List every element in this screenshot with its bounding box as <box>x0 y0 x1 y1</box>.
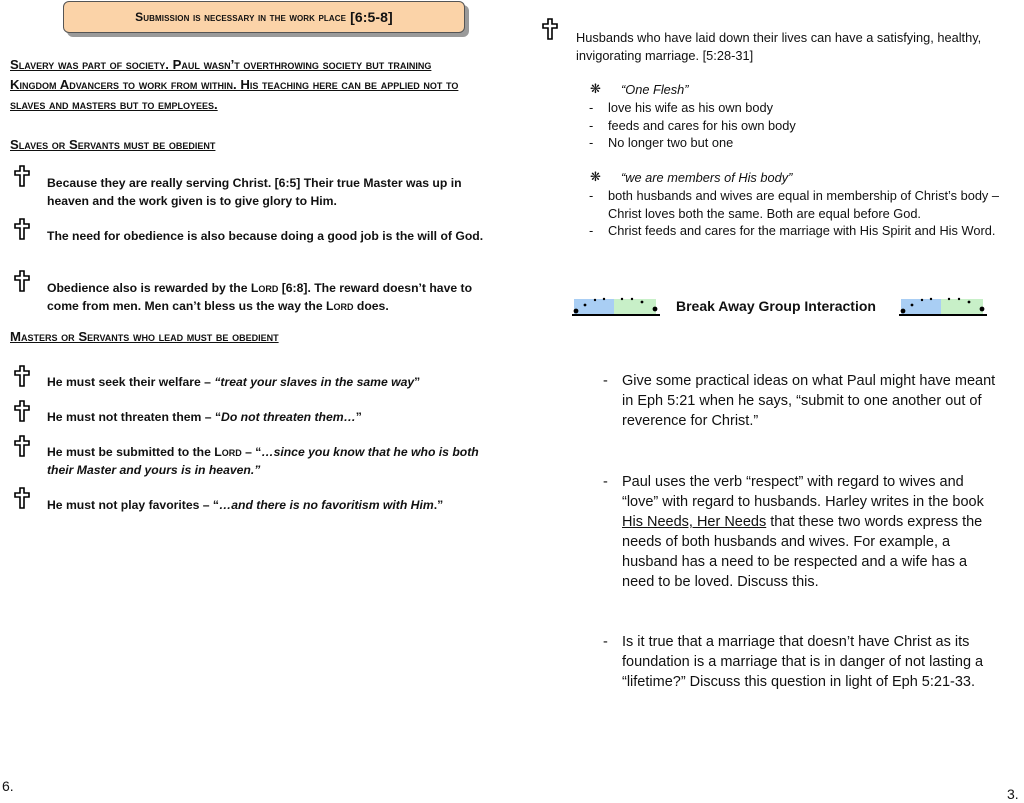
section-title-ref: [6:5-8] <box>350 9 393 25</box>
slaves-item-2: The need for obedience is also because doing a good job is the will of God. <box>47 229 484 243</box>
masters-item-2: He must not threaten them – “Do not threaten them…” <box>47 410 362 424</box>
cross-icon <box>14 400 30 422</box>
cross-icon <box>14 365 30 387</box>
slaves-item-3: Obedience also is rewarded by the Lord [6:8]. The reward doesn’t have to come from men. Men can’t bless us the way the Lord does. <box>47 281 473 313</box>
section-title: Submission is necessary in the work place <box>135 10 347 24</box>
group-icon <box>571 296 661 318</box>
husbands-intro: Husbands who have laid down their lives can have a satisfying, healthy, invigorating marriage. [5:28-31] <box>576 30 982 63</box>
dash: - <box>603 474 608 490</box>
heading-masters: Masters or Servants who lead must be obedient <box>10 329 279 344</box>
cross-icon <box>14 218 30 240</box>
members-item-1: both husbands and wives are equal in membership of Christ’s body – Christ loves both the same. Both are equal before God. <box>608 188 1000 221</box>
one-flesh-item-1: love his wife as his own body <box>608 100 774 115</box>
dash: - <box>589 188 594 203</box>
heading-slaves: Slaves or Servants must be obedient <box>10 137 216 152</box>
page-number-left: 6. <box>2 778 14 794</box>
breakaway-heading: Break Away Group Interaction <box>676 298 876 314</box>
dash: - <box>589 223 594 238</box>
members-title: “we are members of His body” <box>621 170 793 185</box>
group-icon <box>898 296 988 318</box>
intro-paragraph: Slavery was part of society. Paul wasn’t overthrowing society but training Kingdom Advancers to work from within. His teaching here can be applied not to slaves and masters but to employees. <box>10 57 459 112</box>
page-number-right: 3. <box>1007 786 1019 802</box>
dash: - <box>589 135 594 150</box>
one-flesh-title: “One Flesh” <box>621 82 689 97</box>
section-title-box <box>63 1 465 33</box>
masters-item-3: He must be submitted to the Lord – “…since you know that he who is both their Master and yours is in heaven.” <box>47 445 479 477</box>
dash: - <box>589 118 594 133</box>
book-title: His Needs, Her Needs <box>622 514 767 530</box>
flower-bullet-icon: ❋ <box>590 169 601 184</box>
dash: - <box>603 373 608 389</box>
cross-icon <box>14 270 30 292</box>
masters-item-4: He must not play favorites – “…and there is no favoritism with Him.” <box>47 498 444 512</box>
one-flesh-item-3: No longer two but one <box>608 135 734 150</box>
question-3: Is it true that a marriage that doesn’t have Christ as its foundation is a marriage that is in danger of not lasting a “lifetime?” Discuss this question in light of Eph 5:21-33. <box>622 634 984 690</box>
cross-icon <box>14 487 30 509</box>
flower-bullet-icon: ❋ <box>590 81 601 96</box>
cross-icon <box>14 435 30 457</box>
dash: - <box>589 100 594 115</box>
slaves-item-1: Because they are really serving Christ. [6:5] Their true Master was up in heaven and the work given is to give glory to Him. <box>47 176 462 208</box>
question-1: Give some practical ideas on what Paul might have meant in Eph 5:21 when he says, “submit to one another out of reverence for Christ.” <box>622 373 996 429</box>
one-flesh-item-2: feeds and cares for his own body <box>608 118 796 133</box>
question-2: Paul uses the verb “respect” with regard to wives and “love” with regard to husbands. Harley writes in the book His Needs, Her Needs that these two words express the needs of both husbands and wives. For example, a husband has a need to be respected and a wife has a need to be loved. Discuss this. <box>622 474 984 590</box>
members-item-2: Christ feeds and cares for the marriage with His Spirit and His Word. <box>608 223 996 238</box>
cross-icon <box>542 18 558 40</box>
masters-item-1: He must seek their welfare – “treat your slaves in the same way” <box>47 375 421 389</box>
dash: - <box>603 634 608 650</box>
cross-icon <box>14 165 30 187</box>
